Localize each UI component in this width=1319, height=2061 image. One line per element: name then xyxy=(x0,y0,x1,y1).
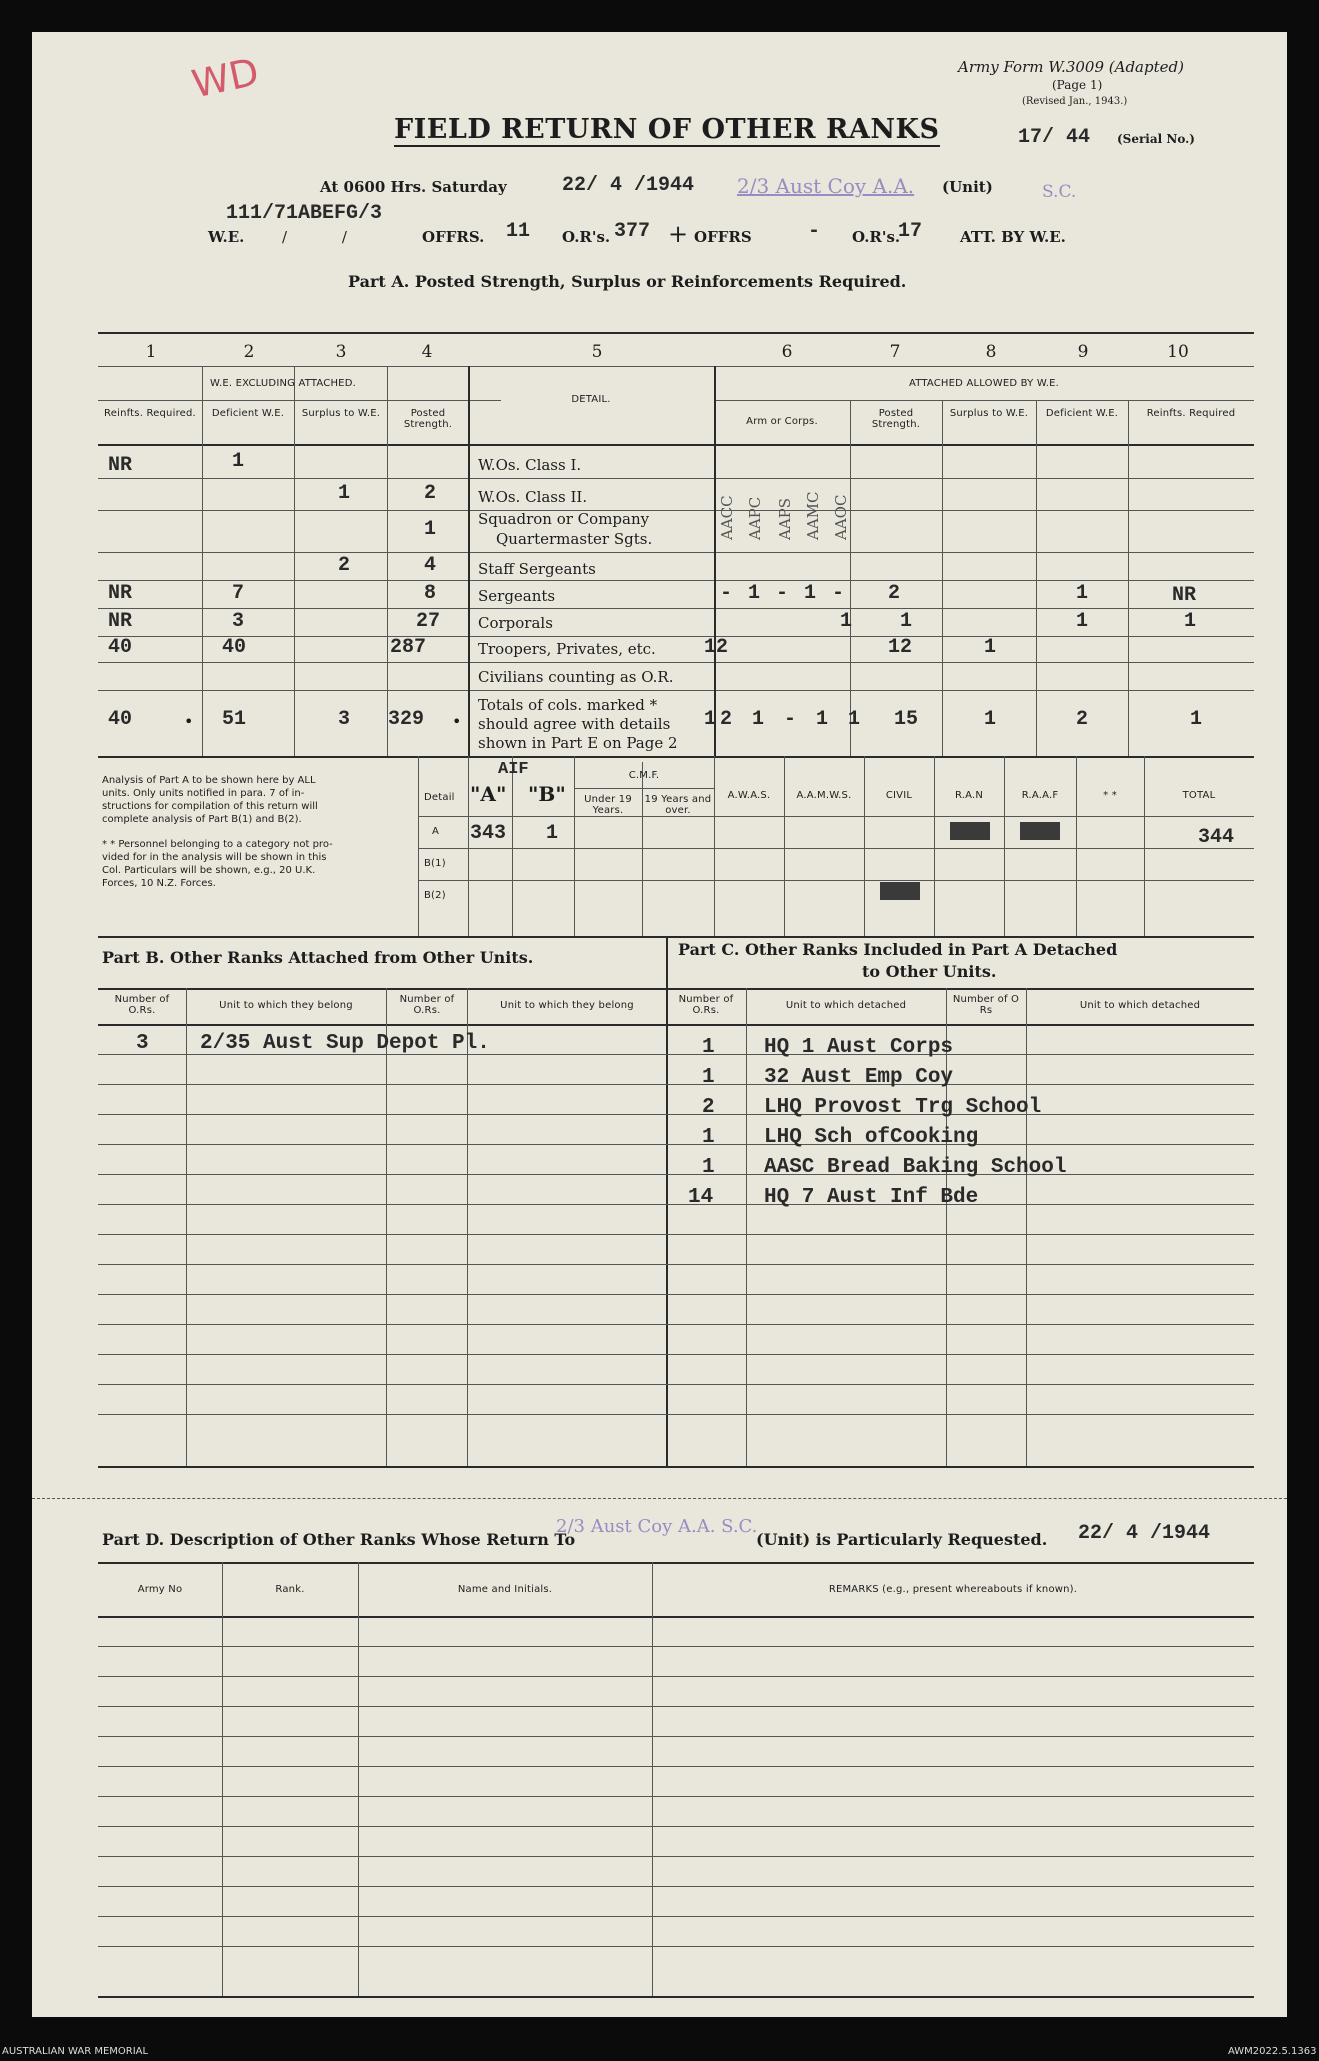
part-b-title: Part B. Other Ranks Attached from Other Units. xyxy=(102,948,534,967)
row4-c9: 1 xyxy=(1076,582,1089,605)
analysis-note-2: * * Personnel belonging to a category not pro- vided for in the analysis will be shown in this Col. Particulars will be shown, e.g., 20 U.K. Forces, 10 N.Z. Forces. xyxy=(102,839,333,889)
hdr-att-posted: Posted Strength. xyxy=(871,408,921,430)
total-detail-1: Totals of cols. marked * xyxy=(478,696,658,714)
hdr-deficient: Deficient W.E. xyxy=(211,408,285,419)
row1-detail: W.Os. Class II. xyxy=(478,488,588,506)
analysis-row-b2: B(2) xyxy=(424,890,446,901)
corps-label-aacc: AACC xyxy=(718,495,736,540)
row0-c1: NR xyxy=(108,454,133,477)
analysis-b-value: 1 xyxy=(546,822,559,845)
row1-c3: 1 xyxy=(338,482,351,505)
part-c-title: Part C. Other Ranks Included in Part A Detached xyxy=(678,940,1118,959)
analysis-row-b1: B(1) xyxy=(424,858,446,869)
col-num-1: 1 xyxy=(145,342,157,362)
awas-header: A.W.A.S. xyxy=(727,790,771,801)
row5-detail: Corporals xyxy=(478,614,553,632)
part-c-entry-6-number: 14 xyxy=(688,1186,714,1209)
part-c-entry-3-unit: LHQ Provost Trg School xyxy=(764,1096,1042,1119)
row4-c7: 2 xyxy=(888,582,901,605)
c-hdr-number-1: Number of O.Rs. xyxy=(678,994,734,1016)
total-c9: 2 xyxy=(1076,708,1089,731)
over19-header: 19 Years and over. xyxy=(644,794,712,816)
analysis-row-a: A xyxy=(432,826,440,837)
other-header: * * xyxy=(1103,790,1117,801)
total-c10: 1 xyxy=(1190,708,1203,731)
total-c6: 12 1 - 1 1 xyxy=(704,708,865,731)
ran-header: R.A.N xyxy=(954,790,984,801)
reference-number: 111/71ABEFG/3 xyxy=(226,202,383,225)
part-b-entry-number: 3 xyxy=(136,1032,149,1055)
analysis-a-value: 343 xyxy=(470,822,507,845)
redaction-ran xyxy=(950,822,990,840)
row6-c4: 287 xyxy=(390,636,427,659)
cat-b-header: "B" xyxy=(528,782,566,806)
we-slashes: / / xyxy=(282,228,347,246)
corps-label-aamc: AAMC xyxy=(804,491,822,540)
c-hdr-number-2: Number of O Rs xyxy=(952,994,1020,1016)
row6-c8: 1 xyxy=(984,636,997,659)
we-label: W.E. xyxy=(208,228,245,246)
row2-detail-2: Quartermaster Sgts. xyxy=(496,530,653,548)
row5-c7: 1 xyxy=(900,610,913,633)
c-hdr-unit-1: Unit to which detached xyxy=(785,1000,907,1011)
corps-label-aaoc: AAOC xyxy=(832,494,850,540)
serial-label: (Serial No.) xyxy=(1117,132,1195,146)
col-num-5: 5 xyxy=(591,342,603,362)
c-hdr-unit-2: Unit to which detached xyxy=(1079,1000,1201,1011)
part-d-date: 22/ 4 /1944 xyxy=(1078,1522,1211,1545)
hdr-att-reinfts: Reinfts. Required xyxy=(1146,408,1236,419)
part-c-entry-2-unit: 32 Aust Emp Coy xyxy=(764,1066,954,1089)
form-id: Army Form W.3009 (Adapted) xyxy=(958,58,1184,76)
row6-c2: 40 xyxy=(222,636,247,659)
ors2-value: 17 xyxy=(898,220,923,243)
part-a-title: Part A. Posted Strength, Surplus or Reinforcements Required. xyxy=(348,272,907,291)
row5-c1: NR xyxy=(108,610,133,633)
footer-left: AUSTRALIAN WAR MEMORIAL xyxy=(2,2046,149,2057)
part-c-entry-5-number: 1 xyxy=(702,1156,715,1179)
d-hdr-rank: Rank. xyxy=(275,1584,305,1595)
col-num-4: 4 xyxy=(421,342,433,362)
plus-sign: + xyxy=(668,220,689,248)
offrs2-label: OFFRS xyxy=(694,228,752,246)
detail-header: DETAIL. xyxy=(571,394,611,405)
row5-c2: 3 xyxy=(232,610,245,633)
civil-header: CIVIL xyxy=(885,790,913,801)
row6-c1: 40 xyxy=(108,636,133,659)
total-c1: 40 xyxy=(108,708,133,731)
total-detail-2: should agree with details xyxy=(478,715,671,733)
group-right-header: ATTACHED ALLOWED BY W.E. xyxy=(908,378,1060,389)
col-num-10: 10 xyxy=(1167,342,1189,362)
row0-c2: 1 xyxy=(232,450,245,473)
row4-c2: 7 xyxy=(232,582,245,605)
d-hdr-name: Name and Initials. xyxy=(457,1584,553,1595)
ors-value: 377 xyxy=(614,220,651,243)
part-c-entry-4-unit: LHQ Sch ofCooking xyxy=(764,1126,979,1149)
corps-label-aaps: AAPS xyxy=(776,497,794,540)
row4-c1: NR xyxy=(108,582,133,605)
aif-label: AIF xyxy=(498,760,529,779)
unit-label: (Unit) xyxy=(942,178,993,196)
analysis-total-value: 344 xyxy=(1198,826,1235,849)
row5-c4: 27 xyxy=(416,610,441,633)
cmf-header: C.M.F. xyxy=(628,770,660,781)
row6-detail: Troopers, Privates, etc. xyxy=(478,640,656,658)
d-hdr-remarks: REMARKS (e.g., present whereabouts if known). xyxy=(828,1584,1078,1595)
under19-header: Under 19 Years. xyxy=(584,794,632,816)
part-c-entry-4-number: 1 xyxy=(702,1126,715,1149)
row4-c6: - 1 - 1 - xyxy=(720,582,847,605)
total-c8: 1 xyxy=(984,708,997,731)
total-c2: 51 xyxy=(222,708,247,731)
row3-c3: 2 xyxy=(338,554,351,577)
total-c4: 329 xyxy=(388,708,425,731)
col-num-6: 6 xyxy=(781,342,793,362)
serial-value: 17/ 44 xyxy=(1018,126,1091,149)
row3-c4: 4 xyxy=(424,554,437,577)
hdr-reinfts-required: Reinfts. Required. xyxy=(104,408,196,419)
group-left-header: W.E. EXCLUDING ATTACHED. xyxy=(210,378,356,389)
row1-c4: 2 xyxy=(424,482,437,505)
d-hdr-army-no: Army No xyxy=(137,1584,183,1595)
part-c-entry-2-number: 1 xyxy=(702,1066,715,1089)
col-num-2: 2 xyxy=(243,342,255,362)
part-c-entry-5-unit: AASC Bread Baking School xyxy=(764,1156,1067,1179)
row2-c4: 1 xyxy=(424,518,437,541)
b-hdr-number-1: Number of O.Rs. xyxy=(114,994,170,1016)
part-c-title-2: to Other Units. xyxy=(862,962,997,981)
hdr-arm-corps: Arm or Corps. xyxy=(746,416,818,427)
part-d-unit: 2/3 Aust Coy A.A. S.C. xyxy=(556,1516,758,1537)
b-hdr-unit-2: Unit to which they belong xyxy=(500,1000,634,1011)
row0-detail: W.Os. Class I. xyxy=(478,456,582,474)
row2-detail: Squadron or Company xyxy=(478,510,650,528)
total-c7: 15 xyxy=(894,708,919,731)
col-num-7: 7 xyxy=(889,342,901,362)
offrs-label: OFFRS. xyxy=(422,228,485,246)
aamws-header: A.A.M.W.S. xyxy=(796,790,852,801)
row6-c6: 12 xyxy=(704,636,729,659)
hdr-posted-strength: Posted Strength. xyxy=(403,408,453,430)
offrs-value: 11 xyxy=(506,220,531,243)
row4-c4: 8 xyxy=(424,582,437,605)
hdr-att-surplus: Surplus to W.E. xyxy=(949,408,1029,419)
total-c3: 3 xyxy=(338,708,351,731)
part-c-entry-3-number: 2 xyxy=(702,1096,715,1119)
hdr-surplus: Surplus to W.E. xyxy=(301,408,381,419)
b-hdr-number-2: Number of O.Rs. xyxy=(399,994,455,1016)
row3-detail: Staff Sergeants xyxy=(478,560,596,578)
at-label: At 0600 Hrs. Saturday xyxy=(320,178,507,196)
row7-detail: Civilians counting as O.R. xyxy=(478,668,674,686)
col-num-9: 9 xyxy=(1077,342,1089,362)
unit-stamp: S.C. xyxy=(1042,182,1077,202)
cat-a-header: "A" xyxy=(470,782,507,806)
row6-c7: 12 xyxy=(888,636,913,659)
row4-detail: Sergeants xyxy=(478,587,556,605)
perforation-line xyxy=(32,1498,1287,1499)
total-header: TOTAL xyxy=(1182,790,1216,801)
part-c-entry-1-unit: HQ 1 Aust Corps xyxy=(764,1036,954,1059)
offrs2-value: - xyxy=(808,220,821,243)
analysis-note-1: Analysis of Part A to be shown here by ALL units. Only units notified in para. 7 of in- structions for compilation of this return will complete analysis of Part B(1) and B(2). xyxy=(102,775,318,825)
corps-label-aapc: AAPC xyxy=(746,496,764,540)
hdr-att-deficient: Deficient W.E. xyxy=(1045,408,1119,419)
total-detail-3: shown in Part E on Page 2 xyxy=(478,734,678,752)
row4-c10: NR xyxy=(1172,584,1197,607)
total-c1-mark: • xyxy=(184,712,194,731)
form-sheet xyxy=(32,32,1287,2017)
ors2-label: O.R's. xyxy=(852,228,901,246)
part-d-title-2: (Unit) is Particularly Requested. xyxy=(756,1530,1048,1549)
raaf-header: R.A.A.F xyxy=(1021,790,1059,801)
return-date: 22/ 4 /1944 xyxy=(562,174,695,197)
ors-label: O.R's. xyxy=(562,228,611,246)
col-num-8: 8 xyxy=(985,342,997,362)
col-num-3: 3 xyxy=(335,342,347,362)
redaction-civil xyxy=(880,882,920,900)
row5-c9: 1 xyxy=(1076,610,1089,633)
att-label: ATT. BY W.E. xyxy=(960,228,1066,246)
unit-name: 2/3 Aust Coy A.A. xyxy=(737,174,915,198)
page-label: (Page 1) xyxy=(1052,78,1103,92)
handwritten-annotation: WD xyxy=(188,49,263,107)
part-b-entry-unit: 2/35 Aust Sup Depot Pl. xyxy=(200,1032,490,1055)
redaction-raaf xyxy=(1020,822,1060,840)
page-title: FIELD RETURN OF OTHER RANKS xyxy=(394,114,940,145)
part-c-entry-6-unit: HQ 7 Aust Inf Bde xyxy=(764,1186,979,1209)
b-hdr-unit-1: Unit to which they belong xyxy=(219,1000,353,1011)
row5-c10: 1 xyxy=(1184,610,1197,633)
revised-label: (Revised Jan., 1943.) xyxy=(1022,96,1128,107)
footer-right: AWM2022.5.1363 xyxy=(1228,2046,1317,2057)
analysis-detail-header: Detail xyxy=(424,792,455,803)
row5-c6: 1 xyxy=(840,610,853,633)
part-c-entry-1-number: 1 xyxy=(702,1036,715,1059)
total-c4-mark: • xyxy=(452,712,462,731)
part-d-title: Part D. Description of Other Ranks Whose Return To xyxy=(102,1530,576,1549)
